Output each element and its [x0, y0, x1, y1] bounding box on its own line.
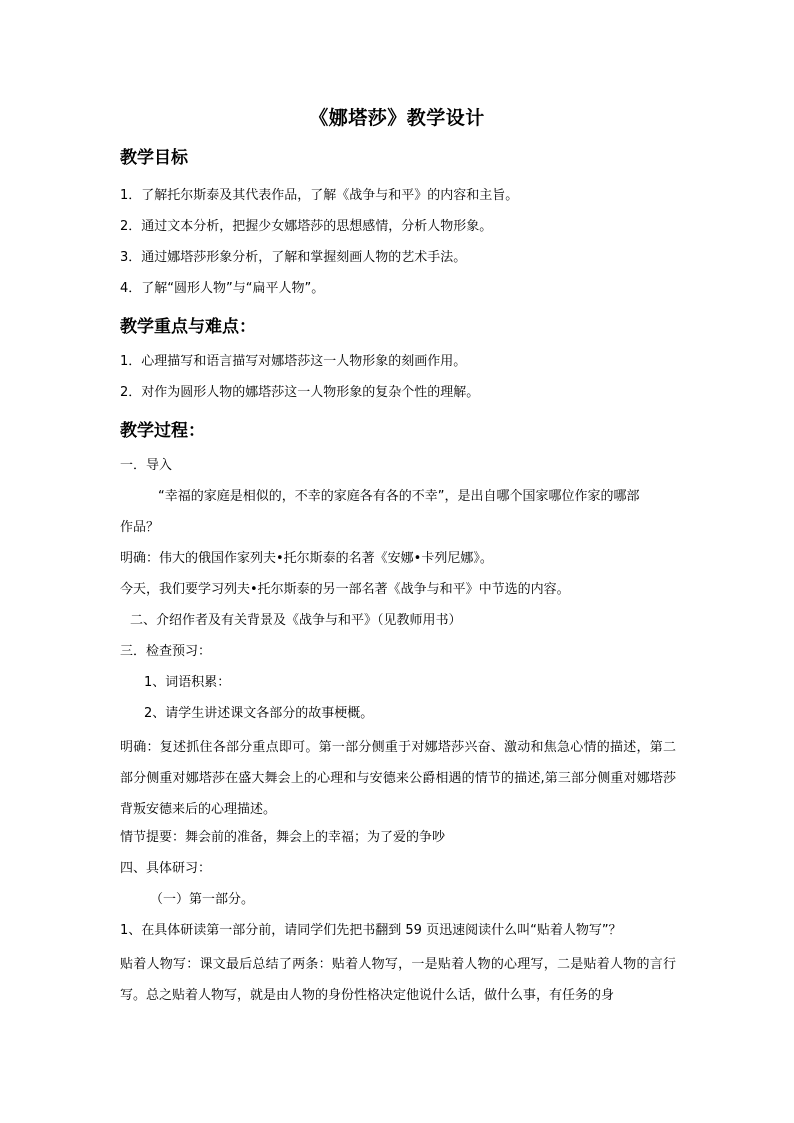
- study-question-1: 1、在具体研读第一部分前，请同学们先把书翻到 59 页迅速阅读什么叫“贴着人物写”？: [120, 923, 622, 938]
- preview-item-2: 2、请学生讲述课文各部分的故事梗概。: [144, 706, 374, 721]
- preview-answer-paragraph: 明确：复述抓住各部分重点即可。第一部分侧重于对娜塔莎兴奋、激动和焦急心情的描述，第二部分侧重对娜塔莎在盛大舞会上的心理和与安德来公爵相遇的情节的描述,第三部分侧重对娜塔莎背叛安德来后的心理描述。: [120, 740, 676, 817]
- study-part-one: （一）第一部分。: [150, 892, 255, 907]
- objective-item-3: 3．通过娜塔莎形象分析，了解和掌握刻画人物的艺术手法。: [120, 250, 467, 265]
- intro-question-line-1: “幸福的家庭是相似的，不幸的家庭各有各的不幸”，是出自哪个国家哪位作家的哪部: [158, 489, 640, 504]
- process-heading: 教学过程：: [120, 421, 205, 441]
- intro-answer: 明确：伟大的俄国作家列夫•托尔斯泰的名著《安娜•卡列尼娜》。: [120, 551, 493, 566]
- section-study: 四、具体研习：: [120, 861, 212, 876]
- document-title: 《娜塔莎》教学设计: [309, 107, 485, 129]
- objectives-heading: 教学目标: [120, 148, 188, 168]
- preview-item-1: 1、词语积累：: [144, 675, 231, 690]
- intro-today: 今天，我们要学习列夫•托尔斯泰的另一部名著《战争与和平》中节选的内容。: [120, 582, 570, 597]
- section-author-background: 二、介绍作者及有关背景及《战争与和平》（见教师用书）: [130, 613, 462, 628]
- key-points-heading: 教学重点与难点：: [120, 317, 256, 337]
- objective-item-1: 1．了解托尔斯泰及其代表作品，了解《战争与和平》的内容和主旨。: [120, 188, 519, 203]
- objective-item-2: 2．通过文本分析，把握少女娜塔莎的思想感情，分析人物形象。: [120, 219, 493, 234]
- plot-summary: 情节提要：舞会前的准备，舞会上的幸福；为了爱的争吵: [120, 830, 446, 845]
- key-point-item-2: 2．对作为圆形人物的娜塔莎这一人物形象的复杂个性的理解。: [120, 385, 480, 400]
- section-preview-check: 三．检查预习：: [120, 644, 212, 659]
- section-intro-heading: 一．导入: [120, 458, 173, 473]
- objective-item-4: 4．了解“圆形人物”与“扁平人物”。: [120, 281, 325, 296]
- study-explanation-paragraph: 贴着人物写：课文最后总结了两条：贴着人物写，一是贴着人物的心理写，二是贴着人物的言行写。总之贴着人物写，就是由人物的身份性格决定他说什么话，做什么事，有任务的身: [120, 957, 676, 1003]
- intro-question-line-2: 作品？: [120, 520, 160, 535]
- key-point-item-1: 1．心理描写和语言描写对娜塔莎这一人物形象的刻画作用。: [120, 354, 467, 369]
